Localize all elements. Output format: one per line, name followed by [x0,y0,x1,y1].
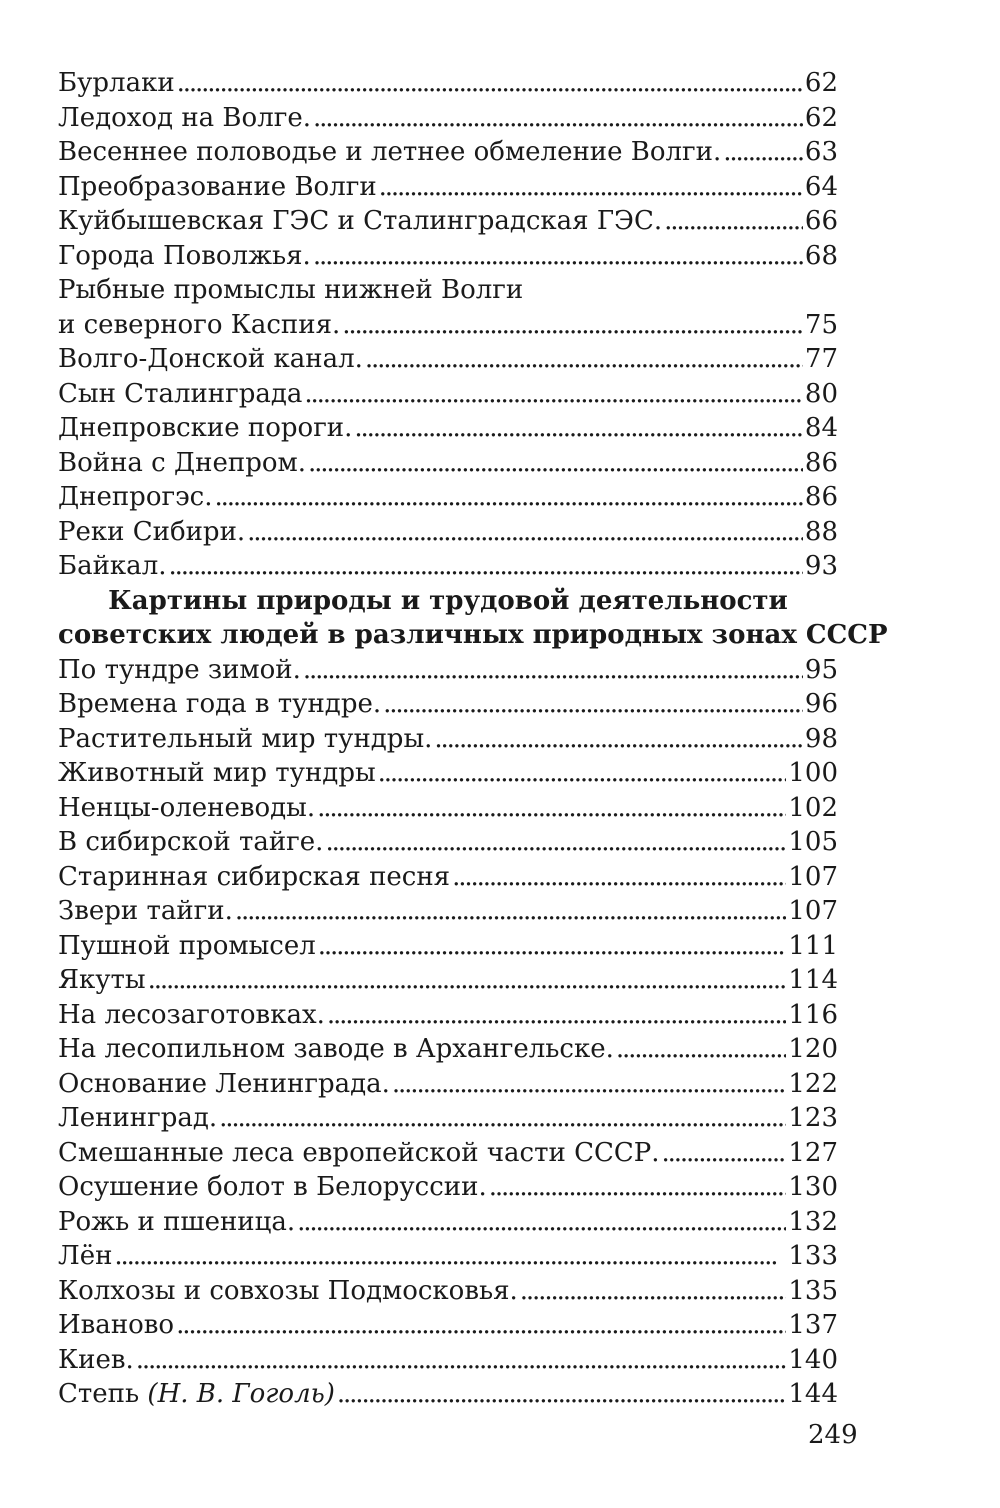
toc-entry [58,1170,838,1205]
dot-leader [176,1308,786,1343]
toc-entry [58,66,838,101]
toc-entry-title: Растительный мир тундры. [58,723,433,754]
toc-entry [58,1308,838,1343]
dot-leader [317,791,786,826]
toc-entry-page: 96 [804,689,838,719]
toc-entry-title: Рожь и пшеница. [58,1206,296,1237]
toc-entry-title: Животный мир тундры [58,758,376,788]
toc-entry-title: Старинная сибирская песня [58,861,451,892]
toc-entry-page: 122 [788,1068,838,1099]
toc-entry-page: 114 [788,965,838,995]
toc-entry-page: 102 [788,792,838,823]
toc-entry [58,342,838,377]
toc-entry-title: По тундре зимой. [58,654,301,685]
dot-leader [337,1377,786,1412]
toc-group-nature-zones [58,653,838,1378]
toc-entry [58,653,838,688]
toc-entry [58,998,838,1033]
toc-entry-title: Иваново [58,1310,175,1340]
toc-entry-page: 144 [788,1379,838,1409]
toc-entry-title-text: Степь [58,1379,140,1409]
toc-entry-page: 66 [804,206,838,236]
toc-entry-page: 68 [804,240,838,271]
toc-entry-page: 75 [804,309,838,340]
toc-entry-page: 111 [788,930,838,961]
toc-entry-page: 100 [788,758,838,788]
dot-leader [520,1274,787,1309]
toc-entry-title: Куйбышевская ГЭС и Сталинградская ГЭС. [58,206,663,236]
toc-entry-page: 63 [804,137,838,167]
toc-entry-title: Днепровские пороги. [58,413,353,443]
toc-entry-title-line1: Рыбные промыслы нижней Волги [58,275,524,305]
toc-entry [58,1067,838,1102]
toc-entry-page: 64 [804,171,838,202]
toc-entry-title: Звери тайги. [58,896,233,926]
toc-entry-title: На лесопильном заводе в Архангельске. [58,1034,614,1064]
toc-entry-title: Весеннее половодье и летнее обмеление Волги. [58,137,722,167]
section-heading [58,584,888,653]
dot-leader [392,1067,786,1102]
toc-entry-title: Бурлаки [58,68,175,98]
toc-entry-title [58,1377,335,1412]
toc-entry-page: 120 [788,1034,838,1064]
toc-entry-title: Ледоход на Волге. [58,102,311,133]
dot-leader [136,1343,787,1378]
toc-entry-page: 132 [788,1206,838,1237]
toc-entry-title: Реки Сибири. [58,516,246,547]
toc-entry-page: 130 [788,1172,838,1202]
dot-leader [325,825,786,860]
dot-leader [354,411,803,446]
toc-entry [58,756,838,791]
toc-entry-title: Осушение болот в Белоруссии. [58,1172,487,1202]
toc-entry-page: 127 [788,1137,838,1168]
toc-entry-page: 95 [804,654,838,685]
toc-entry [58,1032,838,1067]
toc-entry-title: Днепрогэс. [58,482,213,512]
toc-entry-title: Смешанные леса европейской части СССР. [58,1137,660,1168]
toc-entry-page: 98 [804,723,838,754]
toc-entry-author: (Н. В. Гоголь) [147,1379,335,1409]
dot-leader [304,377,802,412]
dot-leader [723,135,803,170]
toc-entry [58,825,838,860]
toc-entry [58,1101,838,1136]
toc-entry [58,549,838,584]
dot-leader [662,1136,787,1171]
toc-entry-title: Пушной промысел [58,930,316,961]
dot-leader [616,1032,786,1067]
toc-entry [58,929,838,964]
section-heading-line1: Картины природы и трудовой деятельности [108,585,788,616]
toc-entry-page: 88 [804,516,838,547]
toc-entry [58,515,838,550]
toc-entry [58,170,838,205]
toc-entry [58,239,838,274]
toc-entry-title: Преобразование Волги [58,171,377,202]
dot-leader [114,1239,786,1274]
toc-entry [58,1343,838,1378]
dot-leader [177,66,803,101]
dot-leader [434,722,802,757]
dot-leader [247,515,803,550]
dot-leader [219,1101,786,1136]
dot-leader [383,687,803,722]
section-heading-line2: советских людей в различных природных зонах СССР [58,620,888,650]
toc-entry-title: Колхозы и совхозы Подмосковья. [58,1275,518,1306]
toc-entry-page: 84 [804,413,838,443]
toc-entry-page: 116 [788,999,838,1030]
toc-entry [58,411,838,446]
dot-leader [318,929,787,964]
dot-leader [327,998,786,1033]
dot-leader [489,1170,787,1205]
toc-entry [58,1239,838,1274]
toc-entry-title: На лесозаготовках. [58,999,325,1030]
toc-entry [58,687,838,722]
dot-leader [365,342,803,377]
toc-entry [58,1274,838,1309]
table-of-contents [58,66,888,1412]
toc-entry [58,480,838,515]
toc-entry [58,1136,838,1171]
dot-leader [664,204,803,239]
toc-entry-page: 133 [788,1241,838,1271]
dot-leader [378,756,787,791]
dot-leader [303,653,803,688]
toc-entry-multiline [58,273,838,342]
toc-entry-title: Города Поволжья. [58,240,311,271]
toc-entry [58,377,838,412]
toc-group-rivers [58,342,838,584]
toc-entry-page: 107 [788,861,838,892]
toc-entry [58,791,838,826]
toc-entry-title: В сибирской тайге. [58,827,324,857]
toc-entry-page: 86 [804,482,838,512]
toc-entry-title: Лён [58,1241,113,1271]
toc-entry-title: Времена года в тундре. [58,689,382,719]
toc-entry-page: 135 [788,1275,838,1306]
toc-entry-title: Основание Ленинграда. [58,1068,390,1099]
toc-entry [58,894,838,929]
dot-leader [148,963,787,998]
toc-entry-page: 107 [788,896,838,926]
dot-leader [379,170,803,205]
toc-entry-title: Киев. [58,1344,134,1375]
toc-entry [58,204,838,239]
dot-leader [168,549,802,584]
toc-entry-page: 93 [804,551,838,581]
dot-leader [313,239,803,274]
dot-leader [342,308,803,343]
toc-entry [58,101,838,136]
dot-leader [313,101,803,136]
toc-entry [58,135,838,170]
toc-entry [58,963,838,998]
dot-leader [215,480,803,515]
toc-entry [58,446,838,481]
toc-entry-title-line2: и северного Каспия. [58,309,341,340]
toc-entry-page: 62 [804,102,838,133]
page-number: 249 [808,1420,858,1450]
toc-entry-page: 86 [804,447,838,478]
toc-entry-row [58,308,838,343]
dot-leader [297,1205,786,1240]
toc-entry-title: Якуты [58,965,146,995]
toc-entry-page: 137 [788,1310,838,1340]
toc-entry-page: 62 [804,68,838,98]
toc-entry-title: Ленинград. [58,1103,218,1133]
toc-entry-title: Волго-Донской канал. [58,344,363,374]
toc-entry-last [58,1377,838,1412]
toc-entry-title: Сын Сталинграда [58,378,303,409]
toc-entry-title: Война с Днепром. [58,447,306,478]
toc-entry-page: 140 [788,1344,838,1375]
toc-entry-page: 123 [788,1103,838,1133]
toc-entry [58,722,838,757]
toc-entry [58,860,838,895]
toc-entry-title: Ненцы-оленеводы. [58,792,316,823]
toc-entry-page: 105 [788,827,838,857]
dot-leader [235,894,786,929]
dot-leader [308,446,803,481]
toc-entry-page: 80 [804,378,838,409]
toc-entry [58,1205,838,1240]
toc-entry-title: Байкал. [58,551,167,581]
dot-leader [452,860,786,895]
toc-entry-page: 77 [804,344,838,374]
toc-group-volga [58,66,838,273]
